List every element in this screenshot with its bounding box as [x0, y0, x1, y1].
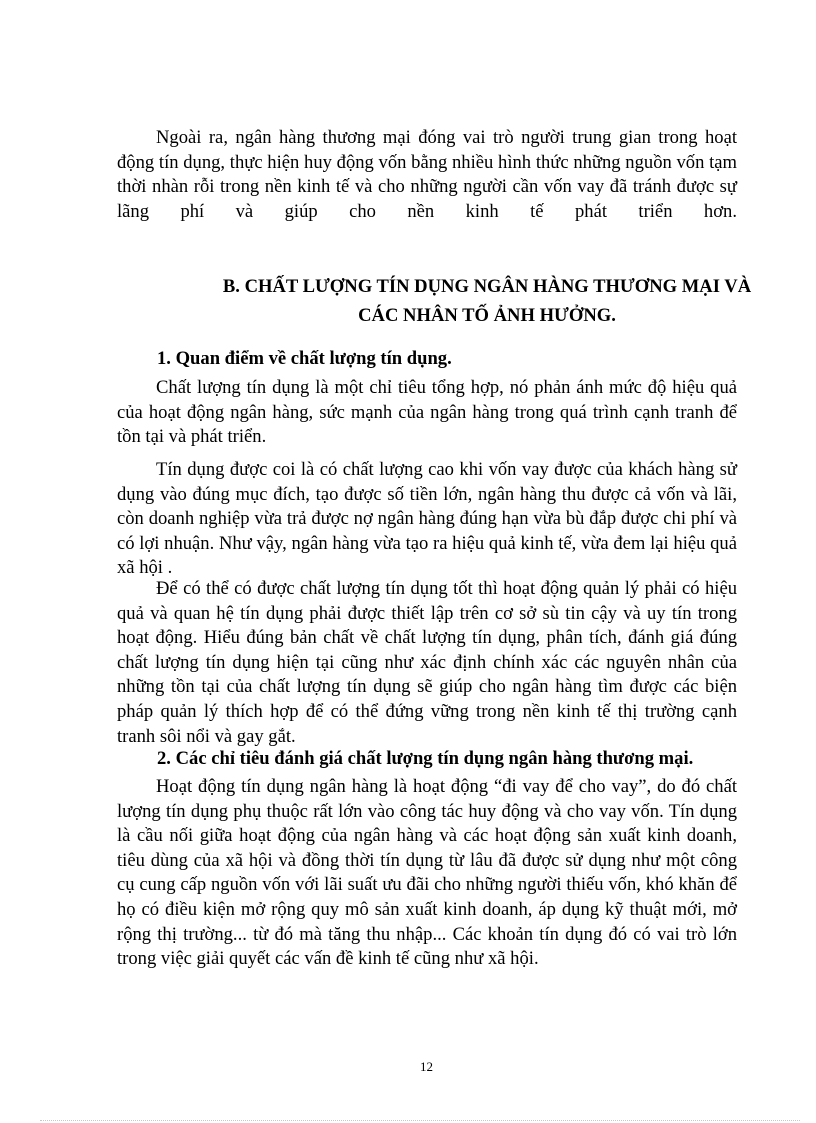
- page-number: 12: [420, 1059, 433, 1074]
- paragraph-indicators: Hoạt động tín dụng ngân hàng là hoạt động “đi vay để cho vay”, do đó chất lượng tín dụng phụ thuộc rất lớn vào công tác huy động và cho vay vốn. Tín dụng là cầu nối giữa hoạt động của ngân hàng và các hoạt động sản xuất kinh doanh, tiêu dùng của xã hội và đồng thời tín dụng từ lâu đã được sử dụng như một công cụ cung cấp nguồn vốn với lãi suất ưu đãi cho những người thiếu vốn, khó khăn để họ có điều kiện mở rộng quy mô sản xuất kinh doanh, áp dụng kỹ thuật mới, mở rộng thị trường... từ đó mà tăng thu nhập... Các khoản tín dụng đó có vai trò lớn trong việc giải quyết các vấn đề kinh tế cũng như xã hội.: [117, 776, 737, 970]
- paragraph-quality-definition: Chất lượng tín dụng là một chỉ tiêu tổng hợp, nó phản ánh mức độ hiệu quả của hoạt động ngân hàng, sức mạnh của ngân hàng trong quá trình cạnh tranh để tồn tại và phát triển.: [117, 377, 737, 448]
- section-title-line-1: B. CHẤT LƯỢNG TÍN DỤNG NGÂN HÀNG THƯƠNG MẠI VÀ: [222, 276, 752, 297]
- heading-1: 1. Quan điểm về chất lượng tín dụng.: [157, 348, 452, 369]
- section-title: [117, 272, 816, 330]
- paragraph-high-quality: Tín dụng được coi là có chất lượng cao khi vốn vay được của khách hàng sử dụng vào đúng mục đích, tạo được số tiền lớn, ngân hàng thu được cả vốn và lãi, còn doanh nghiệp vừa trả được nợ ngân hàng đúng hạn vừa bù đắp được chi phí và có lợi nhuận. Như vậy, ngân hàng vừa tạo ra hiệu quả kinh tế, vừa đem lại hiệu quả xã hội .: [117, 459, 737, 579]
- heading-2: 2. Các chỉ tiêu đánh giá chất lượng tín dụng ngân hàng thương mại.: [157, 748, 694, 769]
- paragraph-intro: Ngoài ra, ngân hàng thương mại đóng vai trò người trung gian trong hoạt động tín dụng, thực hiện huy động vốn bằng nhiều hình thức những nguồn vốn tạm thời nhàn rỗi trong nền kinh tế và cho những người cần vốn vay đã tránh được sự lãng phí và giúp cho nền kinh tế phát triển hơn.: [117, 127, 737, 222]
- paragraph-management: Để có thể có được chất lượng tín dụng tốt thì hoạt động quản lý phải có hiệu quả và quan hệ tín dụng phải được thiết lập trên cơ sở sù tin cậy và uy tín trong hoạt động. Hiểu đúng bản chất về chất lượng tín dụng, phân tích, đánh giá đúng chất lượng tín dụng hiện tại cũng như xác định chính xác các nguyên nhân của những tồn tại của chất lượng tín dụng sẽ giúp cho ngân hàng tìm được các biện pháp quản lý thích hợp để có thể đứng vững trong nền kinh tế thị trường cạnh tranh sôi nổi và gay gắt.: [117, 578, 737, 747]
- page-bottom-divider: [40, 1120, 800, 1121]
- section-title-line-2: CÁC NHÂN TỐ ẢNH HƯỞNG.: [358, 305, 616, 326]
